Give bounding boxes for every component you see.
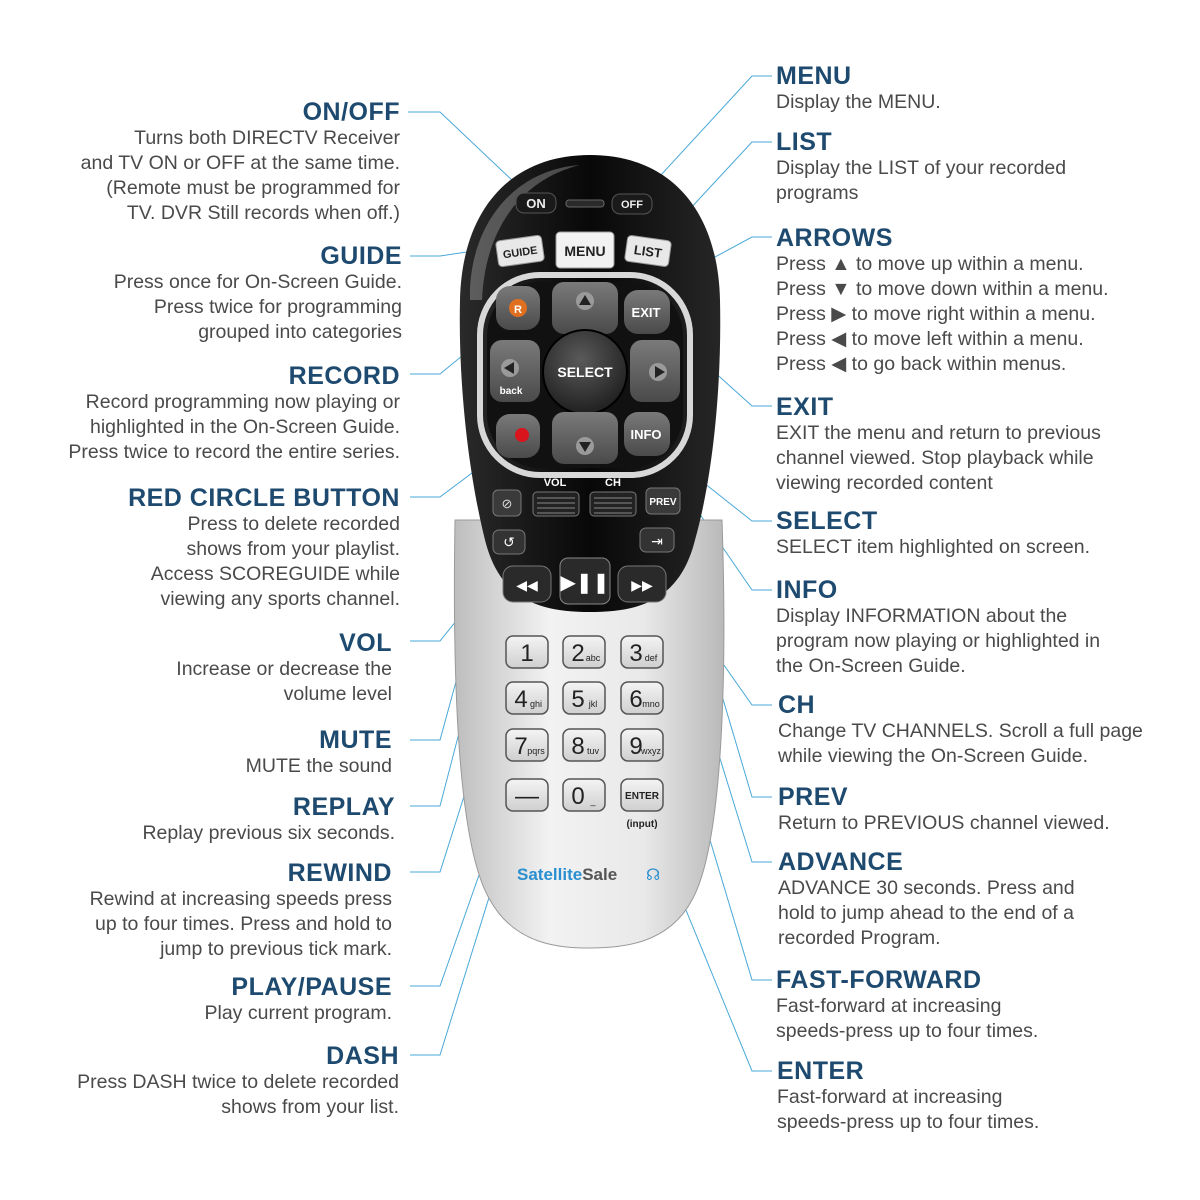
label-select <box>776 507 1090 560</box>
label-title: GUIDE <box>320 242 402 270</box>
label-description: Play current program. <box>204 1002 392 1024</box>
label-record <box>68 362 400 465</box>
guide-label: GUIDE <box>502 244 539 262</box>
select-label: SELECT <box>557 364 613 380</box>
key-9[interactable] <box>621 729 663 761</box>
label-title: ADVANCE <box>778 848 904 876</box>
replay-icon: ↺ <box>503 534 515 550</box>
vol-rocker <box>533 492 579 516</box>
label-rewind <box>90 859 392 962</box>
mute-icon: ⊘ <box>501 496 513 511</box>
label-advance <box>778 848 1075 951</box>
label-title: SELECT <box>776 507 878 535</box>
label-onoff <box>81 98 400 226</box>
exit-label: EXIT <box>631 305 661 320</box>
key-8[interactable] <box>563 729 605 761</box>
key-number: ENTER <box>625 791 659 802</box>
key-4[interactable] <box>506 682 548 714</box>
key-letters: pqrs <box>527 746 545 756</box>
label-title: ENTER <box>777 1057 865 1085</box>
key-letters: ghi <box>529 699 543 709</box>
label-description: Return to PREVIOUS channel viewed. <box>778 812 1110 834</box>
key-number: 3 <box>629 640 643 667</box>
label-arrows <box>776 224 1109 377</box>
advance-icon: ⇥ <box>651 533 663 549</box>
label-description: EXIT the menu and return to previous channel viewed. Stop playback while viewing recorded content <box>776 422 1101 494</box>
key-number: 1 <box>520 640 534 667</box>
key-7[interactable] <box>506 729 548 761</box>
label-prev <box>778 783 1110 836</box>
label-mute <box>246 726 392 779</box>
label-description: Increase or decrease the volume level <box>176 658 392 705</box>
key-number: 5 <box>571 686 585 713</box>
label-description: Display INFORMATION about the program now playing or highlighted in the On-Screen Guide. <box>776 605 1101 677</box>
label-description: Rewind at increasing speeds press up to four times. Press and hold to jump to previous tick mark. <box>89 888 392 960</box>
play-pause-icon: ▶❚❚ <box>560 572 610 594</box>
label-guide <box>114 242 402 345</box>
list-label: LIST <box>632 242 663 261</box>
label-title: PLAY/PAUSE <box>231 973 392 1001</box>
label-exit <box>776 393 1101 496</box>
label-title: VOL <box>339 629 392 657</box>
label-title: RECORD <box>288 362 400 390</box>
key-number: 8 <box>571 733 585 760</box>
label-list <box>776 128 1066 206</box>
label-title: DASH <box>326 1042 399 1070</box>
label-title: RED CIRCLE BUTTON <box>128 484 400 512</box>
brand-logo <box>517 865 617 884</box>
label-description: Change TV CHANNELS. Scroll a full page while viewing the On-Screen Guide. <box>778 720 1143 767</box>
key-5[interactable] <box>563 682 605 714</box>
label-menu <box>776 62 941 115</box>
label-description: Fast-forward at increasing speeds-press up to four times. <box>776 995 1039 1042</box>
label-title: ON/OFF <box>302 98 400 126</box>
key-number: 6 <box>629 686 643 713</box>
key-number: 0 <box>571 783 585 810</box>
label-info <box>776 576 1100 679</box>
info-label: INFO <box>630 427 662 442</box>
key-6[interactable] <box>621 682 663 714</box>
label-ch <box>778 691 1143 769</box>
label-vol <box>176 629 392 707</box>
label-title: MENU <box>776 62 852 90</box>
label-fastforward <box>776 966 1038 1044</box>
key-2[interactable] <box>563 636 605 668</box>
record-letter: R <box>514 304 522 316</box>
label-description: Fast-forward at increasing speeds-press up to four times. <box>777 1086 1040 1133</box>
key-number: 4 <box>514 686 528 713</box>
key-1[interactable] <box>506 636 548 668</box>
label-description: Replay previous six seconds. <box>142 822 395 844</box>
off-label: OFF <box>621 199 643 211</box>
label-title: ARROWS <box>776 224 893 252</box>
label-title: EXIT <box>776 393 834 421</box>
key-dash[interactable] <box>506 779 548 811</box>
key-number: 9 <box>629 733 643 760</box>
label-description: ADVANCE 30 seconds. Press and hold to jump ahead to the end of a recorded Program. <box>778 877 1075 949</box>
label-description: Display the MENU. <box>776 91 941 113</box>
key-enter[interactable] <box>621 779 663 811</box>
label-description: Press to delete recorded shows from your playlist. Access SCOREGUIDE while viewing any sports channel. <box>150 513 400 610</box>
label-title: REWIND <box>287 859 392 887</box>
label-description: Press DASH twice to delete recorded shows from your list. <box>77 1071 399 1118</box>
key-number: — <box>515 783 539 810</box>
on-label: ON <box>526 196 546 211</box>
label-description: Press once for On-Screen Guide. Press twice for programming grouped into categories <box>113 271 402 343</box>
key-number: 7 <box>514 733 528 760</box>
rewind-icon: ◀◀ <box>516 577 538 593</box>
key-letters: jkl <box>588 699 598 709</box>
label-title: INFO <box>776 576 838 604</box>
label-title: LIST <box>776 128 833 156</box>
ch-label: CH <box>605 477 621 489</box>
key-0[interactable] <box>563 779 605 811</box>
key-letters: tuv <box>586 746 600 756</box>
label-dash <box>77 1042 399 1120</box>
label-title: FAST-FORWARD <box>776 966 982 994</box>
key-letters: wxyz <box>641 746 661 756</box>
key-letters: mno <box>642 699 660 709</box>
prev-label: PREV <box>649 497 677 508</box>
label-title: CH <box>778 691 816 719</box>
input-label: (input) <box>626 819 658 830</box>
label-playpause <box>205 973 393 1026</box>
key-number: 2 <box>571 640 585 667</box>
label-description: Record programming now playing or highlighted in the On-Screen Guide. Press twice to record the entire series. <box>68 391 400 463</box>
label-description: Display the LIST of your recorded programs <box>776 157 1067 204</box>
label-description: MUTE the sound <box>245 755 392 777</box>
key-letters: _ <box>590 796 596 806</box>
brand-b: Sale <box>582 865 618 884</box>
key-3[interactable] <box>621 636 663 668</box>
vol-label: VOL <box>543 477 567 489</box>
key-letters: def <box>644 653 658 663</box>
red-circle-icon <box>515 428 529 442</box>
label-enter <box>777 1057 1039 1135</box>
back-label: back <box>499 386 523 397</box>
key-letters: abc <box>585 653 601 663</box>
label-description: SELECT item highlighted on screen. <box>776 536 1090 558</box>
menu-label: MENU <box>564 243 606 259</box>
ch-rocker <box>590 492 636 516</box>
label-title: REPLAY <box>292 793 395 821</box>
label-title: PREV <box>778 783 849 811</box>
fast-forward-icon: ▶▶ <box>631 577 653 593</box>
label-title: MUTE <box>319 726 392 754</box>
label-description: Turns both DIRECTV Receiver and TV ON or OFF at the same time. (Remote must be programmed for TV. DVR Still records when off.) <box>80 127 400 224</box>
label-description: Press ▲ to move up within a menu. Press ▼ to move down within a menu. Press ▶ to move right within a menu. Press ◀ to move left within a menu. Press ◀ to go back within menus. <box>776 253 1109 375</box>
brand-a: Satellite <box>517 865 583 884</box>
satellite-icon: ☊ <box>646 867 661 884</box>
label-redcircle <box>128 484 400 612</box>
label-replay <box>142 793 395 846</box>
